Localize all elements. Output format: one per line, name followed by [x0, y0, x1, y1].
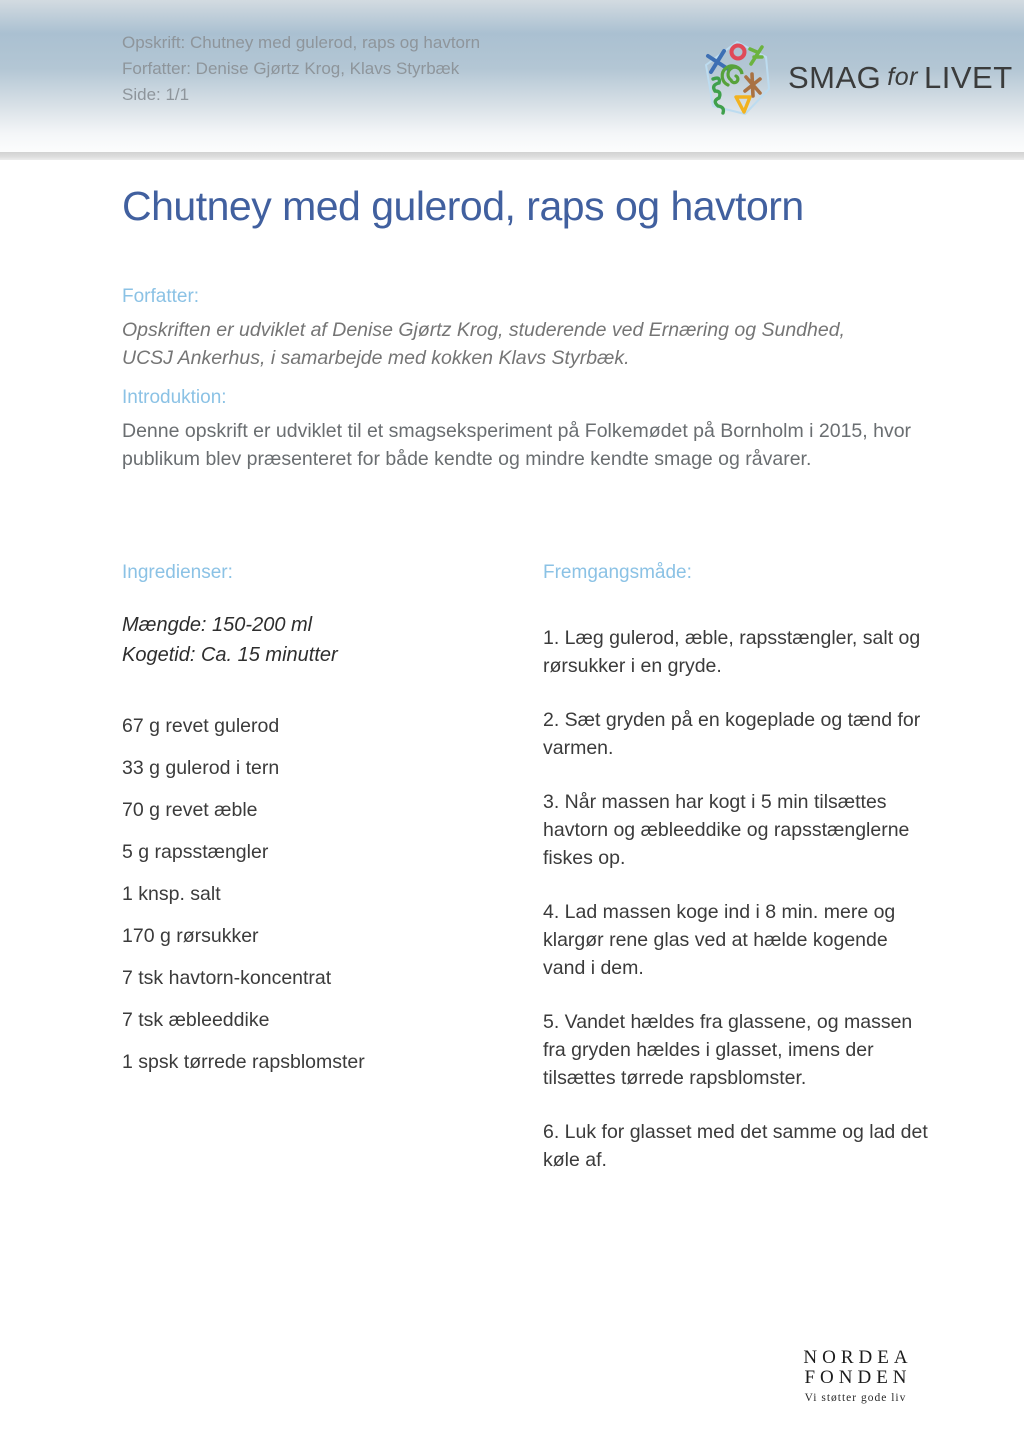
- step-item: 2. Sæt gryden på en kogeplade og tænd for varmen.: [543, 709, 921, 759]
- recipe-columns: [122, 562, 928, 1200]
- ingredient-item: 7 tsk havtorn-koncentrat: [122, 967, 332, 989]
- nordea-word: NORDEA: [803, 1347, 913, 1368]
- step-item: 6. Luk for glasset med det samme og lad det køle af.: [543, 1121, 928, 1171]
- fremgangsmaade-heading: Fremgangsmåde:: [543, 562, 692, 583]
- brand-for: for: [887, 63, 918, 91]
- ingredient-item: 1 spsk tørrede rapsblomster: [122, 1051, 365, 1073]
- smag-doodle-icon: [700, 38, 774, 118]
- brand-livet: LIVET: [923, 60, 1013, 95]
- smag-for-livet-logo: [700, 38, 1013, 118]
- maengde-line: Mængde: 150-200 ml: [122, 614, 313, 636]
- section-ingredienser: [122, 562, 543, 1200]
- step-list: [543, 624, 928, 1174]
- ingredient-item: 7 tsk æbleeddike: [122, 1009, 270, 1031]
- ingredients-meta: [122, 610, 543, 670]
- kogetid-line: Kogetid: Ca. 15 minutter: [122, 644, 338, 666]
- ingredient-item: 5 g rapsstængler: [122, 841, 269, 863]
- introduktion-heading: Introduktion:: [122, 387, 227, 408]
- ingredient-list: [122, 716, 543, 1072]
- header-meta: [122, 30, 480, 108]
- forfatter-text: Opskriften er udviklet af Denise Gjørtz Krog, studerende ved Ernæring og Sundhed, UCSJ Ankerhus, i samarbejde med kokken Klavs Styrbæk.: [122, 319, 845, 369]
- step-item: 1. Læg gulerod, æble, rapsstængler, salt og rørsukker i en gryde.: [543, 627, 921, 677]
- section-forfatter: [122, 286, 902, 372]
- step-item: 3. Når massen har kogt i 5 min tilsættes havtorn og æbleeddike og rapsstænglerne fiskes op.: [543, 791, 910, 869]
- ingredient-item: 33 g gulerod i tern: [122, 757, 280, 779]
- header-meta-side: Side: 1/1: [122, 85, 190, 104]
- section-fremgangsmaade: [543, 562, 928, 1200]
- step-item: 5. Vandet hældes fra glassene, og massen fra gryden hældes i glasset, imens der tilsættes tørrede rapsblomster.: [543, 1011, 913, 1089]
- step-item: 4. Lad massen koge ind i 8 min. mere og klargør rene glas ved at hælde kogende vand i dem.: [543, 901, 896, 979]
- header-meta-forfatter: Forfatter: Denise Gjørtz Krog, Klavs Styrbæk: [122, 59, 460, 78]
- nordea-fonden-logo: [788, 1348, 923, 1404]
- ingredienser-heading: Ingredienser:: [122, 562, 233, 583]
- page-title: Chutney med gulerod, raps og havtorn: [122, 183, 804, 229]
- header-divider: [0, 152, 1024, 160]
- ingredient-item: 1 knsp. salt: [122, 883, 221, 905]
- introduktion-text: Denne opskrift er udviklet til et smagseksperiment på Folkemødet på Bornholm i 2015, hvor publikum blev præsenteret for både kendte og mindre kendte smage og råvarer.: [122, 420, 912, 470]
- forfatter-heading: Forfatter:: [122, 286, 200, 307]
- ingredient-item: 70 g revet æble: [122, 799, 258, 821]
- header-meta-opskrift: Opskrift: Chutney med gulerod, raps og havtorn: [122, 33, 481, 52]
- fonden-word: FONDEN: [804, 1367, 912, 1388]
- brand-smag: SMAG: [788, 60, 882, 95]
- page-header: [0, 0, 1024, 152]
- nordea-tagline: Vi støtter gode liv: [804, 1392, 907, 1404]
- section-introduktion: [122, 387, 922, 473]
- ingredient-item: 67 g revet gulerod: [122, 715, 280, 737]
- ingredient-item: 170 g rørsukker: [122, 925, 259, 947]
- brand-wordmark: [788, 60, 1013, 96]
